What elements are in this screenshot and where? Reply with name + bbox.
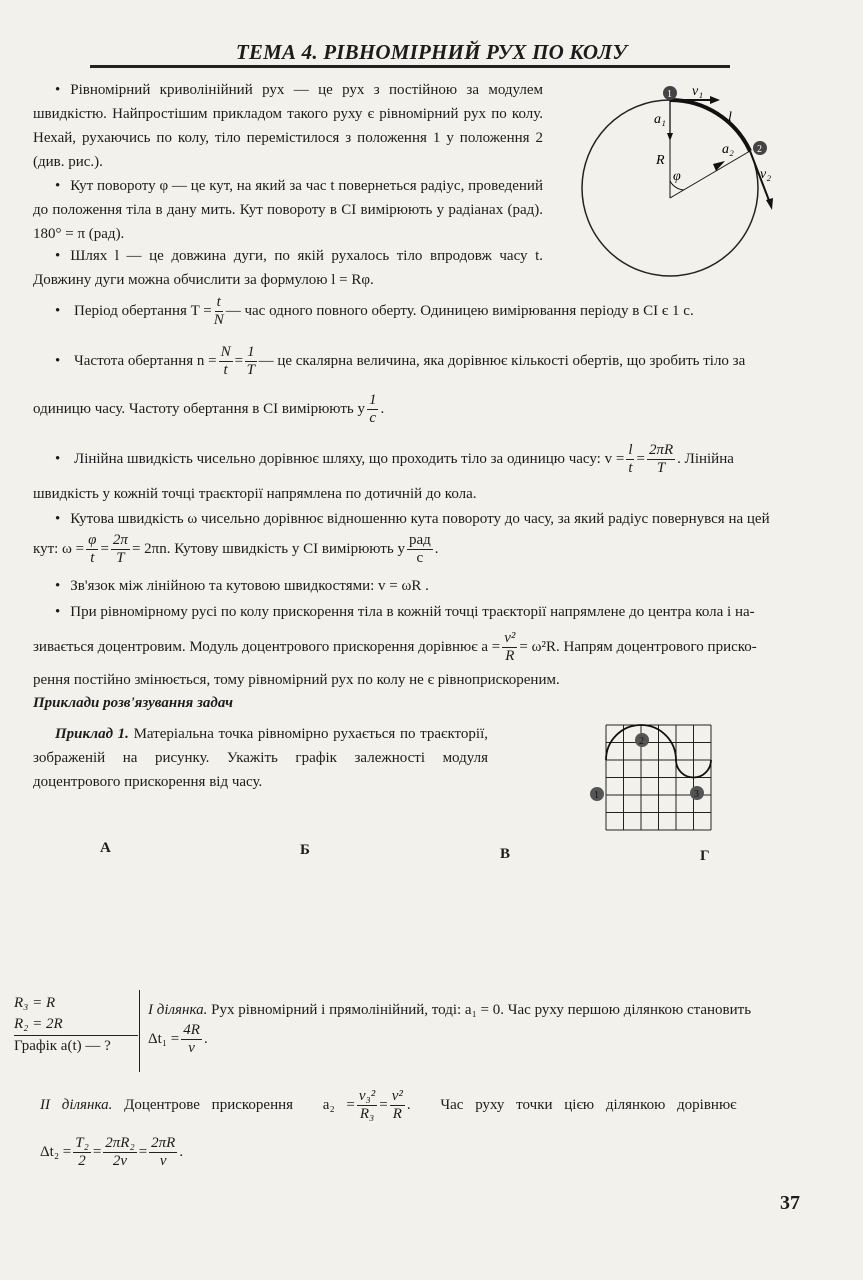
delta-t2-formula: Δt₂ = $\frac{\text{T₂}}{2}$ = $\frac{\text{2πR₂}}{2v}$ = $\frac{2\pi R}{v}$ . [40,1135,184,1169]
figure-mark: v₁ [692,84,704,99]
figure-mark: v₂ [760,167,772,182]
page-number: 37 [780,1192,800,1214]
section-2: II ділянка. Доцентрове прискорення a₂ = $\frac{\text{v₃²}}{\text{R₃}}$ = $\frac{\text{v²}}{R}$ . Час руху точки цією ділянкою дорівнює [40,1088,737,1122]
graph-label-0[interactable]: А [100,840,111,856]
paragraph-frequency-cont: одиницю часу. Частоту обертання в СІ вимірюють у $\frac{1}{с}$ . [33,392,385,426]
figure-mark [766,198,773,210]
figure-mark: 3 [694,789,699,800]
circle-motion-figure [570,78,790,293]
title-rule [90,65,730,68]
radius-2 [670,151,750,198]
paragraph-frequency: • Частота обертання n = $\frac{N}{t}$ = $\frac{1}{T}$ — це скалярна величина, яка дорівнює кількості обертів, що зробить тіло за [55,344,815,379]
given-divider [139,990,140,1072]
paragraph-rotation-angle: • Кут повороту φ — це кут, на який за час t повернеться радіус, проведений до положення тіла в дану мить. Кут повороту в СІ вимірюють у радіанах (рад). 180° = π (рад). [33,174,543,246]
graph-label-1[interactable]: Б [300,842,310,858]
paragraph-linear-speed: • Лінійна швидкість чисельно дорівнює шляху, що проходить тіло за одиницю часу: v = $\frac{l}{t}$ = $\frac{2\pi R}{T}$ . Лінійна [55,442,815,477]
section-1: I ділянка. Рух рівномірний і прямолінійний, тоді: a₁ = 0. Час руху першою ділянкою становить Δt₁ = $\frac{4R}{v}$ . [148,1002,752,1056]
graph-label-3[interactable]: Г [700,848,710,864]
paragraph-relation: • Зв'язок між лінійною та кутовою швидкостями: v = ωR . [55,574,815,598]
paragraph-centripetal: • При рівномірному русі по колу прискорення тіла в кожній точці траєкторії напрямлене до центра кола і на- [55,600,815,624]
figure-mark: a₁ [654,112,666,127]
figure-mark: φ [673,169,681,184]
paragraph-centripetal-end: рення постійно змінюється, тому рівномірний рух по колу не є рівноприскореним. [33,672,560,688]
paragraph-path: • Шлях l — це довжина дуги, по якій рухалось тіло впродовж часу t. Довжину дуги можна обчислити за формулою l = Rφ. [33,244,543,292]
examples-heading: Приклади розв'язування задач [33,695,234,711]
find-label: Графік a(t) — ? [14,1038,111,1054]
example-1: Приклад 1. Матеріальна точка рівномірно рухається по траєкторії, зображеній на рисунку. Укажіть графік залежності модуля доцентрового прискорення від часу. [33,726,488,790]
given-r3: R₃ = R [14,995,56,1011]
figure-mark [710,96,720,104]
paragraph-angular-speed: • Кутова швидкість ω чисельно дорівнює відношенню кута повороту до часу, за який радіус повернувся на цей [55,507,815,531]
figure-mark: a₂ [722,142,734,157]
paragraph-centripetal-cont: зивається доцентровим. Модуль доцентрового прискорення дорівнює a = $\frac{\text{v²}}{R}$ = ω²R. Напрям доцентрового приско- [33,630,757,664]
figure-mark: 2 [639,736,644,747]
given-r2: R₂ = 2R [14,1014,138,1036]
arc-l [670,100,750,151]
paragraph-angular-speed-cont: кут: ω = $\frac{\varphi}{t}$ = $\frac{2\pi}{T}$ = 2πn. Кутову швидкість у СІ вимірюють у $\frac{\text{рад}}{с}$ . [33,532,439,566]
figure-mark: l [728,110,732,125]
figure-mark: 2 [757,144,762,155]
graph-label-2[interactable]: В [500,846,511,862]
given-block [14,993,138,1057]
figure-mark: R [656,153,665,168]
trajectory-grid-figure [585,718,720,838]
page-title: ТЕМА 4. РІВНОМІРНИЙ РУХ ПО КОЛУ [235,40,628,64]
figure-mark: 1 [667,89,672,100]
paragraph-uniform-motion: • Рівномірний криволінійний рух — це рух з постійною за модулем швидкістю. Найпростішим прикладом такого руху є рівномірний рух по колу. Нехай, рухаючись по колу, тіло перемістилося з положення 1 у положення 2 (див. рис.). [33,78,543,174]
paragraph-linear-speed-cont: швидкість у кожній точці траєкторії напрямлена по дотичній до кола. [33,486,477,502]
figure-mark: 1 [594,790,599,801]
paragraph-period: • Період обертання T = $\frac{t}{N}$ — час одного повного оберту. Одиницею вимірювання періоду в СІ є 1 с. [55,294,815,329]
